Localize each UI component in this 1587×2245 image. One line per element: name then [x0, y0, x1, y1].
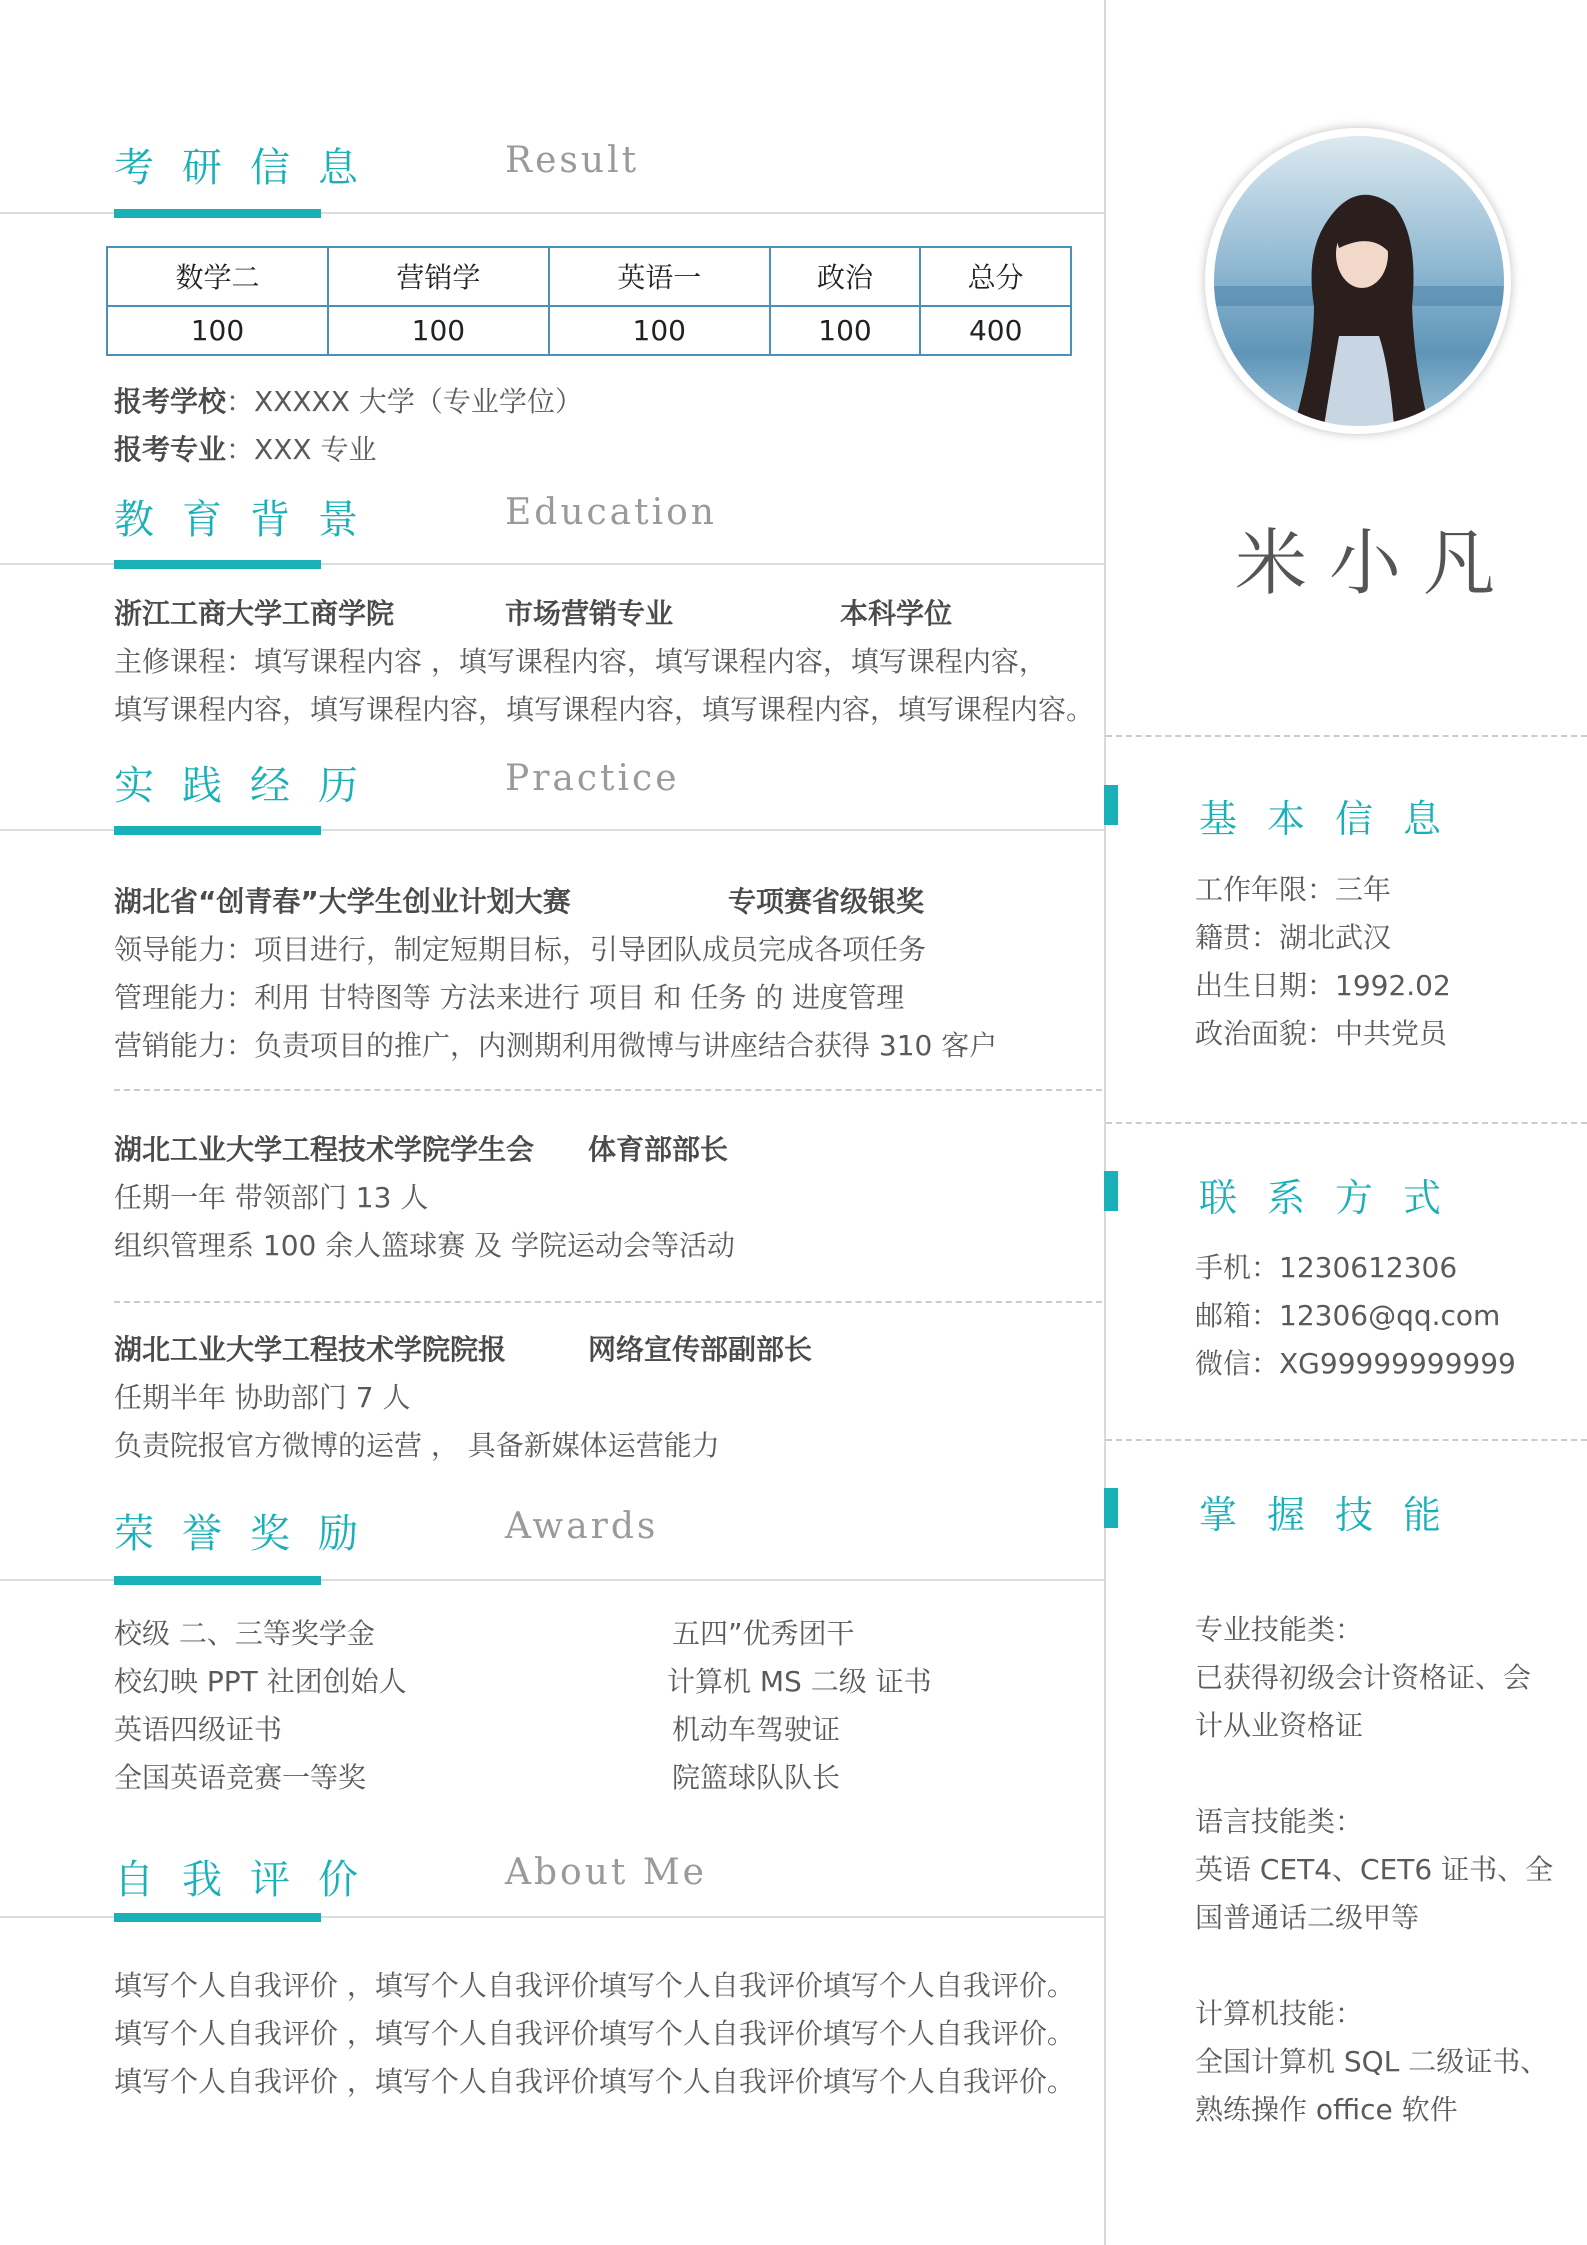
sidebar-marker	[1104, 1171, 1118, 1211]
skill-label: 计算机技能：	[1195, 1997, 1364, 2030]
avatar	[1214, 136, 1504, 426]
practice-org: 湖北工业大学工程技术学院院报	[114, 1333, 507, 1366]
sidebar-marker	[1104, 1488, 1118, 1528]
applied-major-label: 报考专业	[114, 433, 227, 466]
skill-line: 全国计算机 SQL 二级证书、	[1195, 2045, 1549, 2078]
section-title-result: 考研信息	[114, 145, 386, 191]
section-title-about: 自我评价	[114, 1857, 386, 1903]
practice-role: 网络宣传部副部长	[588, 1333, 813, 1366]
contact-line: 微信：XG99999999999	[1195, 1347, 1516, 1380]
score-table-header-row	[107, 247, 1071, 306]
skill-line: 计从业资格证	[1195, 1709, 1364, 1742]
about-line: 填写个人自我评价 ，填写个人自我评价填写个人自我评价填写个人自我评价。	[114, 2017, 1075, 2050]
section-title-awards: 荣誉奖励	[114, 1511, 386, 1557]
skill-line: 英语 CET4、CET6 证书、全	[1195, 1853, 1554, 1886]
entry-divider	[114, 1301, 1102, 1303]
sidebar-marker	[1104, 785, 1118, 825]
skill-label: 语言技能类：	[1195, 1805, 1364, 1838]
applied-school	[114, 380, 583, 420]
edu-degree: 本科学位	[840, 597, 953, 630]
practice-org: 湖北省“创青春”大学生创业计划大赛	[114, 885, 571, 918]
edu-school: 浙江工商大学工商学院	[114, 597, 395, 630]
section-accent-bar	[114, 1913, 321, 1922]
section-subtitle-awards: Awards	[505, 1506, 659, 1547]
score-value: 400	[920, 306, 1071, 355]
practice-org: 湖北工业大学工程技术学院学生会	[114, 1133, 535, 1166]
score-value: 100	[549, 306, 770, 355]
section-subtitle-about: About Me	[505, 1852, 707, 1893]
section-title-education: 教育背景	[114, 497, 386, 543]
applied-major	[114, 428, 376, 468]
score-header: 数学二	[107, 247, 328, 306]
sidebar-title-basic: 基本信息	[1199, 797, 1472, 841]
edu-courses-line: 填写课程内容，填写课程内容，填写课程内容，填写课程内容，填写课程内容。	[114, 693, 1095, 726]
section-subtitle-result: Result	[505, 140, 640, 181]
sidebar-divider	[1106, 1439, 1587, 1441]
practice-line: 营销能力：负责项目的推广，内测期利用微博与讲座结合获得 310 客户	[114, 1029, 998, 1062]
score-header: 营销学	[328, 247, 549, 306]
sidebar-divider	[1106, 1122, 1587, 1124]
skill-line: 熟练操作 office 软件	[1195, 2093, 1458, 2126]
sidebar-title-skills: 掌握技能	[1199, 1493, 1472, 1537]
applied-school-label: 报考学校	[114, 385, 227, 418]
award-item: 全国英语竞赛一等奖	[114, 1761, 367, 1794]
basic-info-line: 工作年限：三年	[1195, 873, 1392, 906]
award-item: 校幻映 PPT 社团创始人	[114, 1665, 407, 1698]
basic-info-line: 政治面貌：中共党员	[1195, 1017, 1448, 1050]
practice-role: 体育部部长	[588, 1133, 729, 1166]
score-header: 英语一	[549, 247, 770, 306]
skill-label: 专业技能类：	[1195, 1613, 1364, 1646]
score-value: 100	[107, 306, 328, 355]
practice-line: 领导能力：项目进行，制定短期目标，引导团队成员完成各项任务	[114, 933, 927, 966]
skill-line: 已获得初级会计资格证、会	[1195, 1661, 1532, 1694]
sidebar-title-contact: 联系方式	[1199, 1176, 1472, 1220]
section-accent-bar	[114, 1576, 321, 1585]
award-item: 计算机 MS 二级 证书	[667, 1665, 932, 1698]
contact-line: 邮箱：12306@qq.com	[1195, 1299, 1501, 1332]
contact-line: 手机：1230612306	[1195, 1251, 1458, 1284]
score-header: 政治	[770, 247, 921, 306]
practice-line: 管理能力：利用 甘特图等 方法来进行 项目 和 任务 的 进度管理	[114, 981, 905, 1014]
practice-role: 专项赛省级银奖	[728, 885, 925, 918]
about-line: 填写个人自我评价 ，填写个人自我评价填写个人自我评价填写个人自我评价。	[114, 1969, 1075, 2002]
section-subtitle-education: Education	[505, 492, 717, 533]
section-accent-bar	[114, 209, 321, 218]
award-item: 五四”优秀团干	[672, 1617, 855, 1650]
section-accent-bar	[114, 560, 321, 569]
award-item: 机动车驾驶证	[672, 1713, 841, 1746]
entry-divider	[114, 1089, 1102, 1091]
edu-courses-line: 主修课程：填写课程内容 ，填写课程内容，填写课程内容，填写课程内容，	[114, 645, 1047, 678]
score-value: 100	[328, 306, 549, 355]
practice-line: 任期半年 协助部门 7 人	[114, 1381, 411, 1414]
applied-school-value: ：XXXXX 大学（专业学位）	[226, 385, 583, 418]
score-table	[106, 246, 1072, 356]
sidebar-divider	[1106, 735, 1587, 737]
practice-line: 任期一年 带领部门 13 人	[114, 1181, 429, 1214]
skill-line: 国普通话二级甲等	[1195, 1901, 1420, 1934]
about-line: 填写个人自我评价 ，填写个人自我评价填写个人自我评价填写个人自我评价。	[114, 2065, 1075, 2098]
score-table-value-row	[107, 306, 1071, 355]
candidate-name: 米小凡	[1235, 521, 1518, 605]
practice-line: 负责院报官方微博的运营 ， 具备新媒体运营能力	[114, 1429, 720, 1462]
section-accent-bar	[114, 826, 321, 835]
section-subtitle-practice: Practice	[505, 758, 680, 799]
basic-info-line: 出生日期：1992.02	[1195, 969, 1451, 1002]
score-header: 总分	[920, 247, 1071, 306]
award-item: 校级 二、三等奖学金	[114, 1617, 375, 1650]
avatar-illustration	[1214, 136, 1504, 426]
edu-major: 市场营销专业	[505, 597, 674, 630]
score-value: 100	[770, 306, 921, 355]
practice-line: 组织管理系 100 余人篮球赛 及 学院运动会等活动	[114, 1229, 736, 1262]
award-item: 院篮球队队长	[672, 1761, 841, 1794]
award-item: 英语四级证书	[114, 1713, 283, 1746]
applied-major-value: ：XXX 专业	[226, 433, 377, 466]
section-title-practice: 实践经历	[114, 763, 386, 809]
basic-info-line: 籍贯：湖北武汉	[1195, 921, 1392, 954]
